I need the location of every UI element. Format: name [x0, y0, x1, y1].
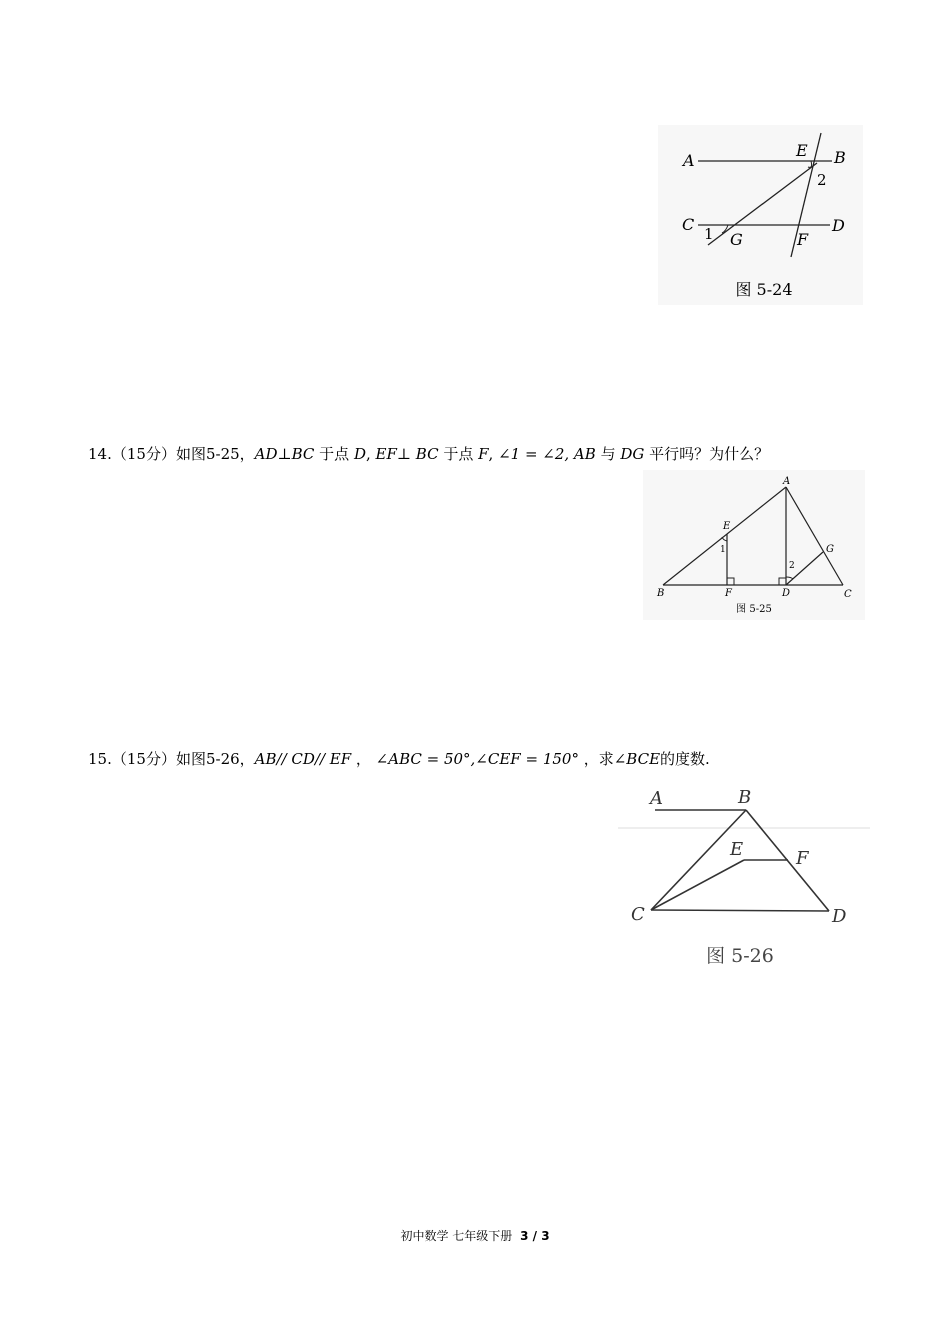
math-target-angle: ∠BCE: [613, 750, 661, 768]
label-a: A: [650, 788, 663, 809]
label-c: C: [682, 215, 695, 234]
label-b: B: [657, 588, 665, 599]
footer-page-number: 3 / 3: [520, 1229, 550, 1243]
segment-bc: [651, 810, 746, 910]
label-f: F: [796, 848, 809, 869]
math-given-angles: ∠ABC = 50°,∠CEF = 150°: [375, 750, 579, 768]
caption-5-24: 图 5-24: [735, 280, 793, 299]
figure-5-24-diagram: [658, 125, 863, 305]
math-dg: DG: [620, 445, 645, 463]
page-footer: [0, 1227, 950, 1244]
figure-5-25: [643, 470, 865, 620]
figure-5-26-diagram: [618, 780, 870, 970]
question-score: （15分）: [111, 445, 176, 463]
math-point-d: D: [353, 445, 366, 463]
figure-5-26: [618, 780, 870, 970]
label-e: E: [730, 839, 744, 860]
label-d: D: [782, 588, 791, 599]
caption-5-25: 图 5-25: [736, 604, 772, 615]
question-number: 15.: [88, 750, 112, 768]
math-ad-perp-bc: AD⊥BC: [254, 445, 315, 463]
caption-5-26: 图 5-26: [706, 945, 774, 967]
label-a: A: [783, 476, 791, 487]
label-c: C: [631, 904, 645, 925]
separator: ，: [351, 750, 376, 768]
figure-5-24: [658, 125, 863, 305]
text-and: 与: [595, 445, 621, 463]
label-angle-1: 1: [720, 545, 726, 555]
text-foot-point: 于点: [314, 445, 354, 463]
question-end: 的度数.: [660, 750, 710, 768]
label-e: E: [723, 521, 731, 532]
math-ef-perp-bc: EF⊥ BC: [375, 445, 439, 463]
label-f: F: [797, 230, 809, 249]
segment-cd: [651, 910, 829, 911]
label-b: B: [738, 787, 752, 808]
question-score: （15分）: [111, 750, 176, 768]
label-g: G: [730, 230, 743, 249]
label-b: B: [834, 148, 846, 167]
label-f: F: [725, 588, 732, 599]
question-ask: ，求: [578, 750, 614, 768]
question-text: 平行吗？为什么？: [644, 445, 770, 463]
label-e: E: [796, 141, 808, 160]
label-a: A: [683, 151, 695, 170]
label-g: G: [826, 544, 834, 555]
footer-course: 初中数学 七年级下册: [400, 1229, 513, 1243]
label-c: C: [844, 589, 852, 600]
question-intro: 如图5-26，: [175, 750, 255, 768]
figure-5-25-diagram: [643, 470, 865, 620]
separator: ,: [488, 445, 499, 463]
segment-ce: [651, 860, 744, 910]
separator: ,: [365, 445, 376, 463]
question-number: 14.: [88, 445, 112, 463]
math-point-f: F: [478, 445, 489, 463]
label-d: D: [832, 216, 845, 235]
label-angle-1: 1: [704, 225, 714, 243]
label-d: D: [832, 906, 847, 927]
question-15: [88, 749, 710, 769]
text-foot-point: 于点: [438, 445, 479, 463]
label-angle-2: 2: [817, 171, 827, 189]
question-14: [88, 444, 769, 464]
math-parallel-lines: AB// CD// EF: [254, 750, 352, 768]
math-angle-condition: ∠1 = ∠2, AB: [498, 445, 596, 463]
label-angle-2: 2: [789, 561, 795, 571]
question-intro: 如图5-25，: [175, 445, 255, 463]
